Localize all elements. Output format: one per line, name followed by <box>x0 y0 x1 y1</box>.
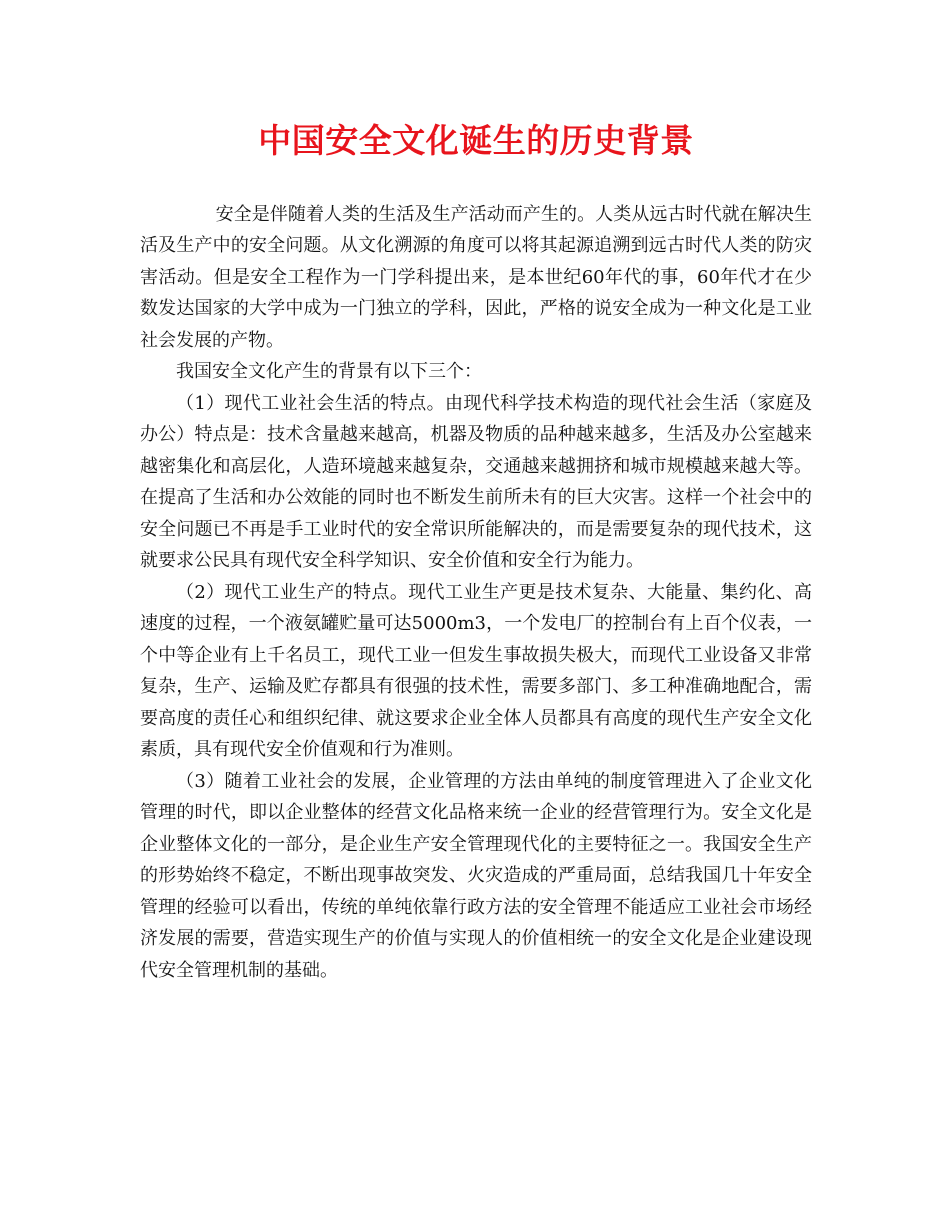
paragraph-point-3: （3）随着工业社会的发展，企业管理的方法由单纯的制度管理进入了企业文化管理的时代，即以企业整体的经营文化品格来统一企业的经营管理行为。安全文化是企业整体文化的一部分，是企业生产安全管理现代化的主要特征之一。我国安全生产的形势始终不稳定，不断出现事故突发、火灾造成的严重局面，总结我国几十年安全管理的经验可以看出，传统的单纯依靠行政方法的安全管理不能适应工业社会市场经济发展的需要，营造实现生产的价值与实现人的价值相统一的安全文化是企业建设现代安全管理机制的基础。 <box>140 770 812 981</box>
paragraph-intro: 安全是伴随着人类的生活及生产活动而产生的。人类从远古时代就在解决生活及生产中的安全问题。从文化溯源的角度可以将其起源追溯到远古时代人类的防灾害活动。但是安全工程作为一门学科提出来，是本世纪60年代的事，60年代才在少数发达国家的大学中成为一门独立的学科，因此，严格的说安全成为一种文化是工业社会发展的产物。 <box>140 203 812 351</box>
document-page <box>140 120 812 986</box>
paragraph-point-1: （1）现代工业社会生活的特点。由现代科学技术构造的现代社会生活（家庭及办公）特点是：技术含量越来越高，机器及物质的品种越来越多，生活及办公室越来越密集化和高层化，人造环境越来越复杂，交通越来越拥挤和城市规模越来越大等。在提高了生活和办公效能的同时也不断发生前所未有的巨大灾害。这样一个社会中的安全问题已不再是手工业时代的安全常识所能解决的，而是需要复杂的现代技术，这就要求公民具有现代安全科学知识、安全价值和安全行为能力。 <box>140 392 812 572</box>
document-title: 中国安全文化诞生的历史背景 <box>258 121 694 160</box>
paragraph-background-list-intro: 我国安全文化产生的背景有以下三个： <box>176 361 482 383</box>
paragraph-point-2: （2）现代工业生产的特点。现代工业生产更是技术复杂、大能量、集约化、高速度的过程，一个液氨罐贮量可达5000m3，一个发电厂的控制台有上百个仪表，一个中等企业有上千名员工，现代工业一但发生事故损失极大，而现代工业设备又非常复杂，生产、运输及贮存都具有很强的技术性，需要多部门、多工种准确地配合，需要高度的责任心和组织纪律、就这要求企业全体人员都具有高度的现代生产安全文化素质，具有现代安全价值观和行为准则。 <box>140 581 812 761</box>
